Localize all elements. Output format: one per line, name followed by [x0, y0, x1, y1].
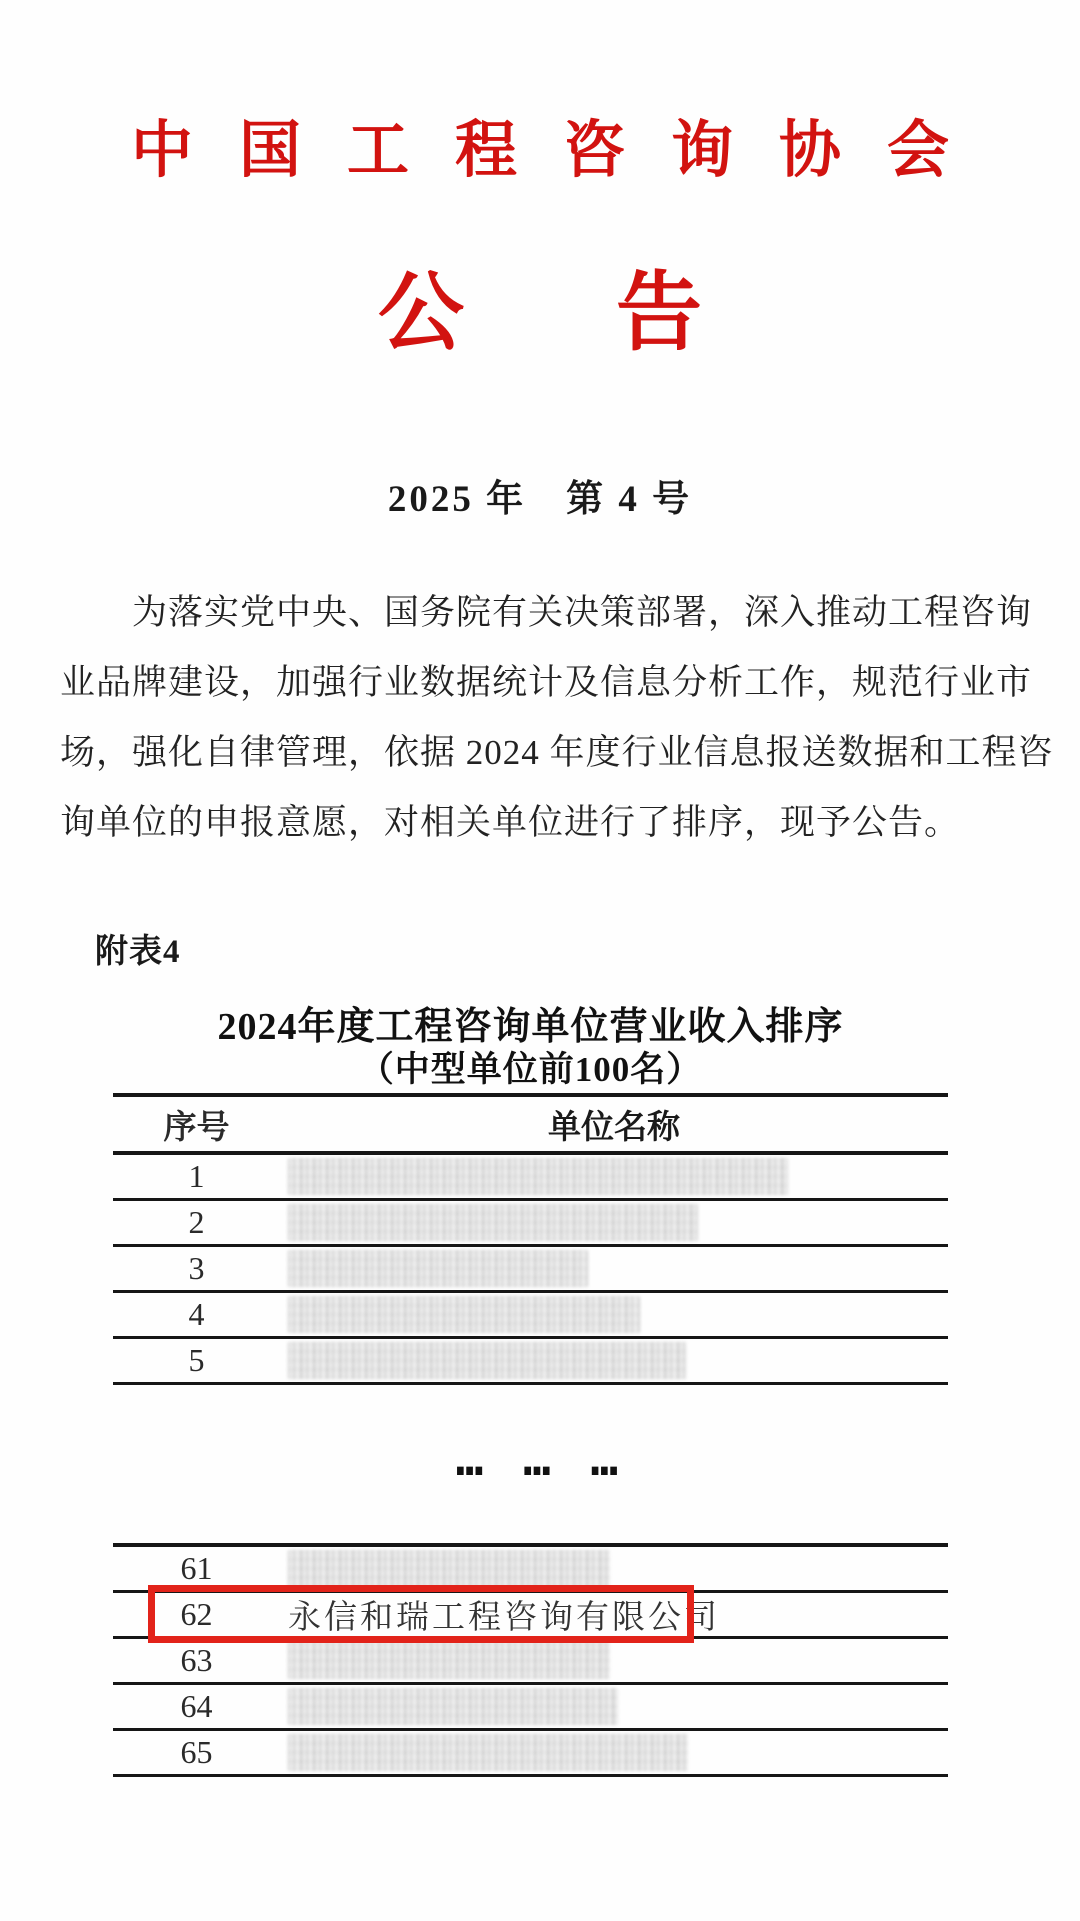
redacted-company-name [288, 1642, 610, 1679]
announcement-body [60, 578, 1054, 858]
rank-cell: 2 [188, 1204, 205, 1240]
rank-cell: 1 [188, 1158, 205, 1194]
table-row [113, 1293, 948, 1339]
rank-cell: 3 [188, 1250, 205, 1286]
table-row [113, 1685, 948, 1731]
redacted-company-name [288, 1734, 688, 1771]
ranking-table-top [113, 1093, 948, 1385]
table-row [113, 1201, 948, 1247]
company-name-cell [280, 1250, 948, 1287]
organization-title: 中国工程咨询协会 [130, 117, 995, 185]
company-name-cell [280, 1296, 948, 1333]
ellipsis-separator: … … … [455, 1432, 625, 1486]
table-row [113, 1155, 948, 1201]
company-name-cell [280, 1591, 948, 1638]
rank-cell: 61 [180, 1550, 213, 1586]
rank-cell: 64 [180, 1688, 213, 1724]
table-row [113, 1731, 948, 1777]
rank-cell: 63 [180, 1642, 213, 1678]
table-row [113, 1639, 948, 1685]
redacted-company-name [288, 1158, 788, 1195]
company-column-header: 单位名称 [548, 1109, 680, 1146]
redacted-company-name [288, 1250, 588, 1287]
issue-number: 2025 年 第 4 号 [387, 479, 693, 520]
company-name-cell [280, 1688, 948, 1725]
company-name-cell [280, 1642, 948, 1679]
company-name-cell [280, 1550, 948, 1587]
body-line: 场，强化自律管理，依据 2024 年度行业信息报送数据和工程咨 [60, 733, 1054, 772]
table-body-bottom [113, 1547, 948, 1777]
company-name-cell [280, 1342, 948, 1379]
rank-cell: 5 [188, 1342, 205, 1378]
body-line: 为落实党中央、国务院有关决策部署，深入推动工程咨询 [132, 593, 1033, 632]
redacted-company-name [288, 1688, 618, 1725]
table-row [113, 1547, 948, 1593]
rank-cell: 4 [188, 1296, 205, 1332]
table-row [113, 1593, 948, 1639]
document-type-title: 公告 [378, 265, 854, 361]
ranking-table-bottom [113, 1543, 948, 1777]
redacted-company-name [288, 1204, 698, 1241]
table-body-top [113, 1155, 948, 1385]
table-header-row [113, 1097, 948, 1155]
redacted-company-name [288, 1550, 610, 1587]
rank-cell: 62 [180, 1596, 213, 1632]
table-subtitle: （中型单位前100名） [358, 1050, 703, 1089]
company-name: 永信和瑞工程咨询有限公司 [288, 1600, 720, 1636]
rank-column-header: 序号 [163, 1109, 230, 1146]
redacted-company-name [288, 1342, 686, 1379]
body-line: 询单位的申报意愿，对相关单位进行了排序，现予公告。 [60, 803, 961, 842]
company-name-cell [280, 1734, 948, 1771]
company-name-cell [280, 1204, 948, 1241]
table-row [113, 1339, 948, 1385]
table-row [113, 1247, 948, 1293]
body-line: 业品牌建设，加强行业数据统计及信息分析工作，规范行业市 [60, 663, 1033, 702]
rank-cell: 65 [180, 1734, 213, 1770]
table-title: 2024年度工程咨询单位营业收入排序 [217, 1006, 844, 1048]
company-name-cell [280, 1158, 948, 1195]
redacted-company-name [288, 1296, 640, 1333]
appendix-label: 附表4 [95, 934, 181, 970]
